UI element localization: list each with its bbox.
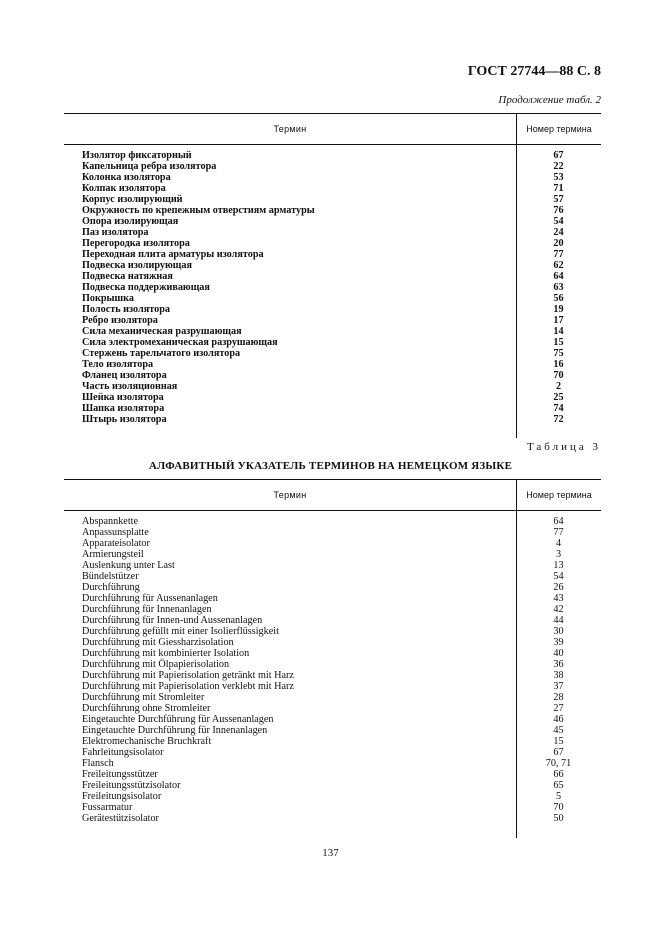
table-continuation-label: Продолжение табл. 2	[498, 94, 601, 106]
table-row	[64, 348, 601, 359]
term-number-cell: 26	[553, 582, 564, 593]
table-label: Таблица 3	[526, 441, 601, 453]
term-number-cell: 64	[553, 516, 564, 527]
term-cell: Штырь изолятора	[82, 414, 167, 425]
term-cell: Опора изолирующая	[82, 216, 179, 227]
term-cell: Перегородка изолятора	[82, 238, 190, 249]
term-cell: Eingetauchte Durchführung für Aussenanlagen	[82, 714, 274, 725]
term-number-cell: 54	[553, 571, 564, 582]
term-cell: Freileitungsstützer	[82, 769, 158, 780]
table-row	[64, 593, 601, 604]
term-number-cell: 66	[553, 769, 564, 780]
term-cell: Durchführung mit Stromleiter	[82, 692, 205, 703]
table-row	[64, 538, 601, 549]
term-number-cell: 57	[553, 194, 564, 205]
table-row	[64, 282, 601, 293]
term-cell: Капельница ребра изолятора	[82, 161, 217, 172]
term-number-cell: 76	[553, 205, 564, 216]
table-row	[64, 780, 601, 791]
term-number-cell: 46	[553, 714, 564, 725]
table-row	[64, 381, 601, 392]
term-number-cell: 36	[553, 659, 564, 670]
term-number-cell: 24	[553, 227, 564, 238]
term-cell: Сила электромеханическая разрушающая	[82, 337, 278, 348]
term-cell: Корпус изолирующий	[82, 194, 183, 205]
table-row	[64, 238, 601, 249]
term-cell: Durchführung	[82, 582, 140, 593]
term-cell: Durchführung für Aussenanlagen	[82, 593, 218, 604]
table-row	[64, 337, 601, 348]
term-number-cell: 39	[553, 637, 564, 648]
term-cell: Подвеска натяжная	[82, 271, 173, 282]
table-row	[64, 249, 601, 260]
term-cell: Durchführung mit Giessharzisolation	[82, 637, 234, 648]
table-row	[64, 604, 601, 615]
column-header-number: Номер термина	[516, 114, 601, 144]
term-cell: Шейка изолятора	[82, 392, 164, 403]
table-row	[64, 271, 601, 282]
table-row	[64, 681, 601, 692]
table-row	[64, 414, 601, 425]
term-number-cell: 63	[553, 282, 564, 293]
term-number-cell: 4	[555, 538, 562, 549]
table-row	[64, 769, 601, 780]
table-title: АЛФАВИТНЫЙ УКАЗАТЕЛЬ ТЕРМИНОВ НА НЕМЕЦКОМ ЯЗЫКЕ	[148, 460, 513, 472]
term-number-cell: 28	[553, 692, 564, 703]
term-cell: Eingetauchte Durchführung für Innenanlagen	[82, 725, 268, 736]
table-row	[64, 304, 601, 315]
term-cell: Gerätestützisolator	[82, 813, 159, 824]
table-row	[64, 802, 601, 813]
term-number-cell: 16	[553, 359, 564, 370]
terms-table-2	[64, 113, 601, 438]
table-body	[64, 511, 601, 838]
term-number-cell: 17	[553, 315, 564, 326]
table-row	[64, 150, 601, 161]
table-row	[64, 736, 601, 747]
term-cell: Durchführung für Innenanlagen	[82, 604, 212, 615]
table-row	[64, 670, 601, 681]
term-cell: Bündelstützer	[82, 571, 139, 582]
term-cell: Окружность по крепежным отверстиям арматуры	[82, 205, 315, 216]
table-row	[64, 714, 601, 725]
table-row	[64, 527, 601, 538]
term-number-cell: 50	[553, 813, 564, 824]
term-number-cell: 72	[553, 414, 564, 425]
term-number-cell: 67	[553, 150, 564, 161]
table-row	[64, 703, 601, 714]
table-row	[64, 637, 601, 648]
term-number-cell: 53	[553, 172, 564, 183]
table-row	[64, 725, 601, 736]
term-number-cell: 13	[553, 560, 564, 571]
term-number-cell: 64	[553, 271, 564, 282]
term-cell: Durchführung gefüllt mit einer Isolierflüssigkeit	[82, 626, 279, 637]
term-cell: Колпак изолятора	[82, 183, 166, 194]
table-row	[64, 326, 601, 337]
term-cell: Колонка изолятора	[82, 172, 171, 183]
term-cell: Flansch	[82, 758, 114, 769]
term-number-cell: 75	[553, 348, 564, 359]
term-number-cell: 22	[553, 161, 564, 172]
table-header	[64, 479, 601, 511]
table-row	[64, 560, 601, 571]
term-cell: Сила механическая разрушающая	[82, 326, 242, 337]
term-cell: Часть изоляционная	[82, 381, 178, 392]
table-row	[64, 359, 601, 370]
term-number-cell: 15	[553, 736, 564, 747]
term-cell: Тело изолятора	[82, 359, 154, 370]
term-cell: Durchführung mit Ölpapierisolation	[82, 659, 230, 670]
table-row	[64, 260, 601, 271]
term-cell: Покрышка	[82, 293, 134, 304]
term-number-cell: 25	[553, 392, 564, 403]
table-row	[64, 216, 601, 227]
term-cell: Подвеска поддерживающая	[82, 282, 210, 293]
term-cell: Полость изолятора	[82, 304, 170, 315]
table-row	[64, 791, 601, 802]
term-number-cell: 42	[553, 604, 564, 615]
term-cell: Auslenkung unter Last	[82, 560, 175, 571]
column-header-number: Номер термина	[516, 480, 601, 510]
term-number-cell: 3	[555, 549, 562, 560]
table-row	[64, 194, 601, 205]
table-row	[64, 392, 601, 403]
page-number: 137	[322, 847, 339, 859]
term-number-cell: 43	[553, 593, 564, 604]
term-cell: Fussarmatur	[82, 802, 133, 813]
term-number-cell: 19	[553, 304, 564, 315]
term-cell: Freileitungsisolator	[82, 791, 162, 802]
term-number-cell: 77	[553, 527, 564, 538]
table-row	[64, 747, 601, 758]
document-header: ГОСТ 27744—88 С. 8	[467, 64, 601, 79]
term-number-cell: 27	[553, 703, 564, 714]
term-cell: Durchführung ohne Stromleiter	[82, 703, 211, 714]
term-number-cell: 38	[553, 670, 564, 681]
term-number-cell: 44	[553, 615, 564, 626]
table-row	[64, 549, 601, 560]
table-row	[64, 692, 601, 703]
table-row	[64, 205, 601, 216]
term-number-cell: 65	[553, 780, 564, 791]
term-cell: Подвеска изолирующая	[82, 260, 192, 271]
term-cell: Стержень тарельчатого изолятора	[82, 348, 241, 359]
table-row	[64, 315, 601, 326]
term-number-cell: 71	[553, 183, 564, 194]
term-number-cell: 70, 71	[545, 758, 572, 769]
column-header-term: Термин	[273, 490, 307, 500]
table-row	[64, 370, 601, 381]
term-number-cell: 70	[553, 802, 564, 813]
term-cell: Фланец изолятора	[82, 370, 167, 381]
term-number-cell: 37	[553, 681, 564, 692]
term-cell: Anpassunsplatte	[82, 527, 149, 538]
term-cell: Durchführung für Innen-und Aussenanlagen	[82, 615, 263, 626]
table-row	[64, 659, 601, 670]
term-cell: Durchführung mit Papierisolation verklebt mit Harz	[82, 681, 294, 692]
term-cell: Паз изолятора	[82, 227, 149, 238]
table-row	[64, 172, 601, 183]
term-number-cell: 74	[553, 403, 564, 414]
term-cell: Durchführung mit kombinierter Isolation	[82, 648, 250, 659]
term-cell: Armierungsteil	[82, 549, 144, 560]
term-number-cell: 70	[553, 370, 564, 381]
term-number-cell: 15	[553, 337, 564, 348]
table-row	[64, 758, 601, 769]
table-row	[64, 813, 601, 824]
term-number-cell: 62	[553, 260, 564, 271]
term-cell: Fahrleitungsisolator	[82, 747, 164, 758]
term-cell: Freileitungsstützisolator	[82, 780, 181, 791]
term-number-cell: 67	[553, 747, 564, 758]
table-row	[64, 615, 601, 626]
table-header	[64, 113, 601, 145]
table-row	[64, 648, 601, 659]
term-number-cell: 14	[553, 326, 564, 337]
term-cell: Ребро изолятора	[82, 315, 158, 326]
table-row	[64, 571, 601, 582]
term-number-cell: 2	[555, 381, 562, 392]
term-number-cell: 45	[553, 725, 564, 736]
term-number-cell: 56	[553, 293, 564, 304]
term-cell: Шапка изолятора	[82, 403, 165, 414]
table-body	[64, 145, 601, 438]
term-number-cell: 30	[553, 626, 564, 637]
term-number-cell: 20	[553, 238, 564, 249]
terms-table-3	[64, 479, 601, 838]
term-cell: Переходная плита арматуры изолятора	[82, 249, 264, 260]
table-row	[64, 161, 601, 172]
table-row	[64, 516, 601, 527]
term-cell: Abspannkette	[82, 516, 139, 527]
table-row	[64, 183, 601, 194]
term-number-cell: 54	[553, 216, 564, 227]
term-cell: Durchführung mit Papierisolation getränkt mit Harz	[82, 670, 294, 681]
table-row	[64, 626, 601, 637]
term-number-cell: 5	[555, 791, 562, 802]
term-cell: Elektromechanische Bruchkraft	[82, 736, 212, 747]
term-number-cell: 77	[553, 249, 564, 260]
column-header-term: Термин	[273, 124, 307, 134]
table-row	[64, 403, 601, 414]
term-number-cell: 40	[553, 648, 564, 659]
term-cell: Изолятор фиксаторный	[82, 150, 192, 161]
table-row	[64, 227, 601, 238]
table-row	[64, 582, 601, 593]
table-row	[64, 293, 601, 304]
term-cell: Apparateisolator	[82, 538, 150, 549]
